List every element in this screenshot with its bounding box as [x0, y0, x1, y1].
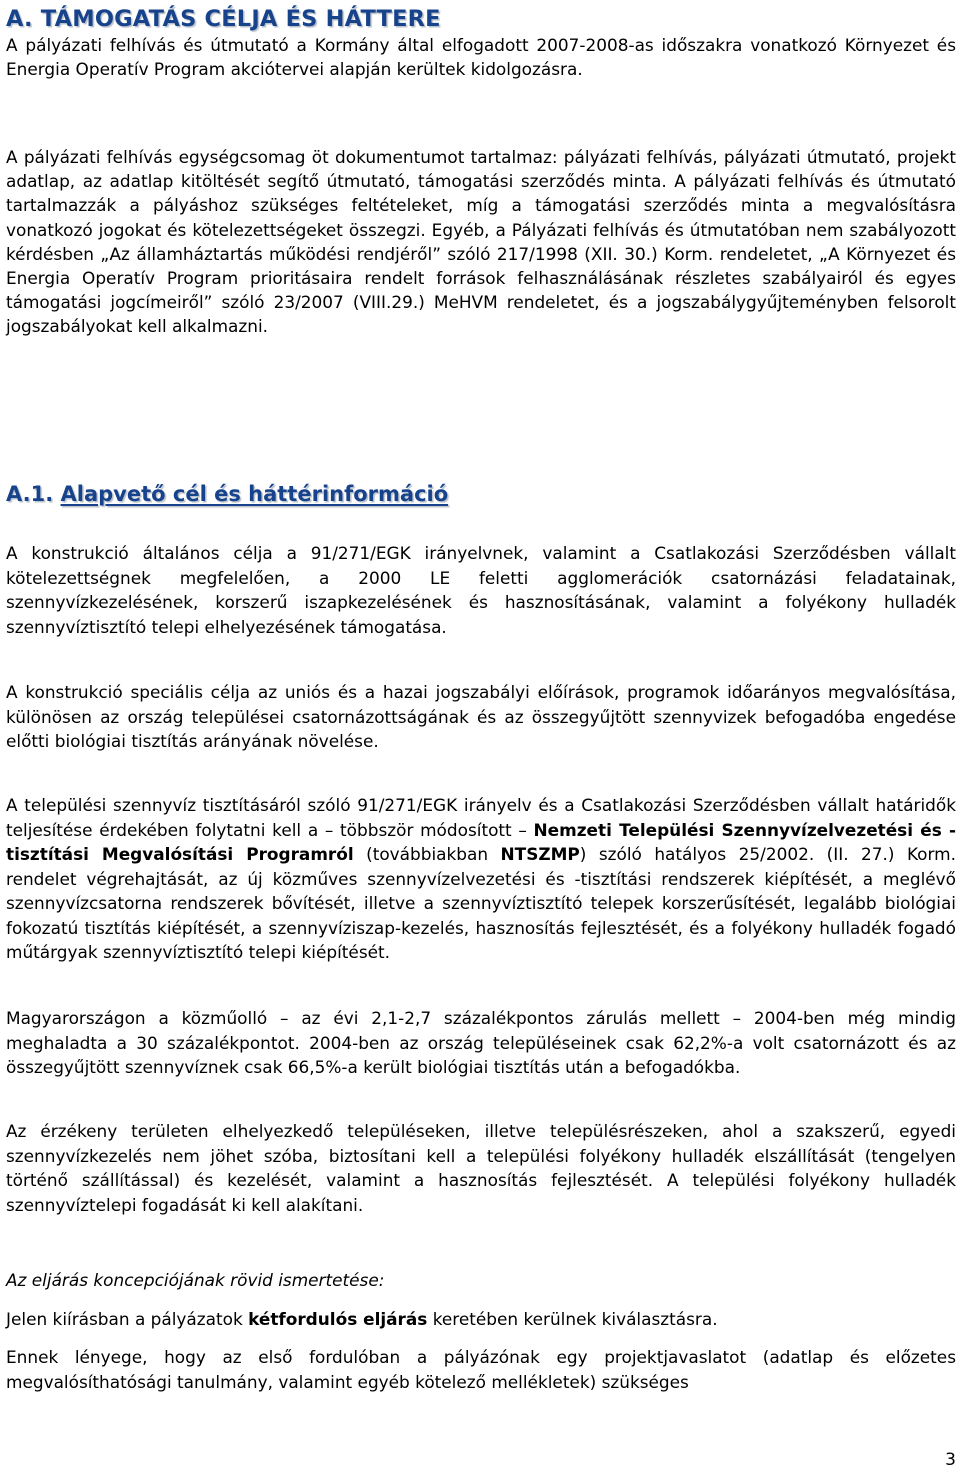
body-paragraph-two-round — [6, 1307, 956, 1332]
body-paragraph-statistics: Magyarországon a közműolló – az évi 2,1-2,7 százalékpontos zárulás mellett – 2004-ben még mindig meghaladta a 30 százalékpontot. 2004-ben az ország településeinek csak 62,2%-a volt csatornázott és az összegyűjtött szennyvíznek csak 66,5%-a került biológiai tisztítás után a befogadókba. — [6, 1008, 956, 1077]
two-round-text-2: keretében kerülnek kiválasztásra. — [427, 1309, 718, 1329]
procedure-italic-heading: Az eljárás koncepciójának rövid ismertetése: — [6, 1270, 385, 1290]
subsection-title: Alapvető cél és háttérinformáció — [60, 482, 449, 506]
subsection-heading — [6, 482, 448, 506]
ntszmp-text-2: (továbbiakban — [353, 844, 501, 864]
body-paragraph-sensitive-areas: Az érzékeny területen elhelyezkedő településeken, illetve településrészeken, ahol a szakszerű, egyedi szennyvízkezelés nem jöhet szóba, biztosítani kell a települési folyékony hulladék elszállítását (tengelyen történő szállítással) és kezelését, valamint a hasznosítás fejlesztését. A települési folyékony hulladék szennyvíztelepi fogadását ki kell alakítani. — [6, 1121, 956, 1215]
two-round-bold: kétfordulós eljárás — [248, 1309, 428, 1329]
ntszmp-text-1: A települési szennyvíz tisztításáról szóló 91/271/EGK irányelv és a Csatlakozási Szerződésben vállalt határidők teljesítése érdekében folytatni kell a – többször módosított – — [6, 795, 956, 840]
body-paragraph-ntszmp — [6, 793, 956, 965]
intro-paragraph-2: A pályázati felhívás egységcsomag öt dokumentumot tartalmaz: pályázati felhívás, pályázati útmutató, projekt adatlap, az adatlap kitöltését segítő útmutató, támogatási szerződés minta. A pályázati felhívás és útmutató tartalmazzák a pályáshoz szükséges feltételeket, míg a támogatási szerződés minta a megvalósításra vonatkozó jogokat és kötelezettségeket összegzi. Egyéb, a Pályázati felhívás és útmutatóban nem szabályozott kérdésben „Az államháztartás működési rendjéről” szóló 217/1998 (XII. 30.) Korm. rendeletet, „A Környezet és Energia Operatív Program prioritásaira rendelt források felhasználásának részletes szabályairól és egyes támogatási jogcímeiről” szóló 23/2007 (VIII.29.) MeHVM rendeletet, és a jogszabálygyűjteményben felsorolt jogszabályokat kell alkalmazni. — [6, 147, 956, 337]
body-paragraph-special-aim: A konstrukció speciális célja az uniós és a hazai jogszabályi előírások, programok időarányos megvalósítása, különösen az ország települései csatornázottságának és az összegyűjtött szennyvizek befogadóba engedése előtti biológiai tisztítás arányának növelése. — [6, 682, 956, 751]
body-paragraph-general-aim: A konstrukció általános célja a 91/271/EGK irányelvnek, valamint a Csatlakozási Szerződésben vállalt kötelezettségnek megfelelően, a 2000 LE feletti agglomerációk csatornázási feladatainak, szennyvízkezelésének, korszerű iszapkezelésének és hasznosításának, valamint a folyékony hulladék szennyvíztisztító telepi elhelyezésének támogatása. — [6, 543, 956, 637]
subsection-number: A.1. — [6, 482, 54, 506]
body-paragraph-essence: Ennek lényege, hogy az első fordulóban a pályázónak egy projektjavaslatot (adatlap és előzetes megvalósíthatósági tanulmány, valamint egyéb kötelező mellékletek) szükséges — [6, 1347, 956, 1392]
two-round-text-1: Jelen kiírásban a pályázatok — [6, 1309, 249, 1329]
section-heading: A. TÁMOGATÁS CÉLJA ÉS HÁTTERE — [6, 6, 441, 32]
ntszmp-abbreviation: NTSZMP — [500, 844, 580, 864]
ntszmp-text-3: ) szóló hatályos 25/2002. (II. 27.) Korm. rendelet végrehajtását, az új közműves szennyvízelvezetési és -tisztítási rendszerek kiépítését, a meglévő szennyvízcsatorna rendszerek bővítését, illetve a szennyvíztisztító telepek korszerűsítését, legalább biológiai fokozatú tisztítás kiépítését, a szennyvíziszap-kezelés, hasznosítás fejlesztését, és a folyékony hulladék fogadó műtárgyak szennyvíztisztító telepi kiépítését. — [6, 844, 956, 962]
intro-paragraph-1: A pályázati felhívás és útmutató a Kormány által elfogadott 2007-2008-as időszakra vonatkozó Környezet és Energia Operatív Program akciótervei alapján kerültek kidolgozásra. — [6, 35, 956, 80]
page-number: 3 — [945, 1450, 956, 1470]
ntszmp-program-name: Nemzeti Települési Szennyvízelvezetési és -tisztítási Megvalósítási Programról — [6, 819, 956, 864]
